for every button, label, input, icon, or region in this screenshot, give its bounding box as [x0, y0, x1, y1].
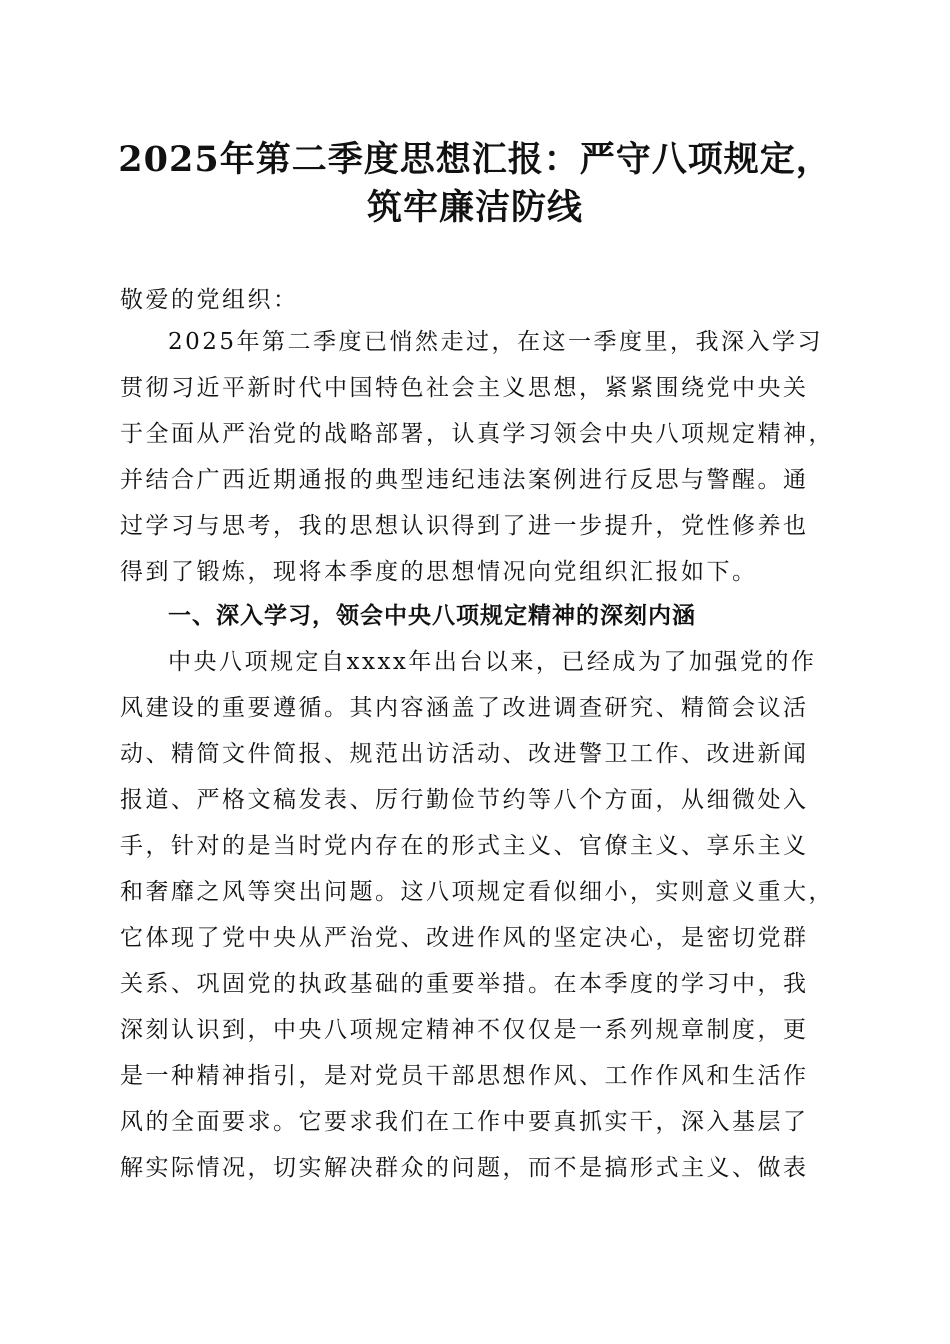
section-1-line: 手，针对的是当时党内存在的形式主义、官僚主义、享乐主义 [120, 833, 809, 859]
salutation: 敬爱的党组织： [120, 287, 299, 313]
section-1-line: 是一种精神指引，是对党员干部思想作风、工作作风和生活作 [120, 1063, 809, 1089]
intro-line: 贯彻习近平新时代中国特色社会主义思想，紧紧围绕党中央关 [120, 375, 809, 401]
section-1-line: 深刻认识到，中央八项规定精神不仅仅是一系列规章制度，更 [120, 1017, 809, 1043]
intro-line: 并结合广西近期通报的典型违纪违法案例进行反思与警醒。通 [120, 467, 809, 493]
document-title-line-2: 筑牢廉洁防线 [366, 187, 583, 228]
section-1-line: 风的全面要求。它要求我们在工作中要真抓实干，深入基层了 [120, 1109, 809, 1135]
section-1-line: 和奢靡之风等突出问题。这八项规定看似细小，实则意义重大， [120, 879, 834, 905]
intro-line: 于全面从严治党的战略部署，认真学习领会中央八项规定精神， [120, 421, 834, 447]
section-1-line: 风建设的重要遵循。其内容涵盖了改进调查研究、精简会议活 [120, 695, 809, 721]
section-1-line: 解实际情况，切实解决群众的问题，而不是搞形式主义、做表 [120, 1155, 809, 1181]
intro-line: 得到了锻炼，现将本季度的思想情况向党组织汇报如下。 [120, 559, 758, 585]
section-1-line: 中央八项规定自xxxx年出台以来，已经成为了加强党的作 [168, 649, 817, 675]
document-title-line-1: 2025年第二季度思想汇报：严守八项规定， [118, 139, 832, 180]
intro-line: 过学习与思考，我的思想认识得到了进一步提升，党性修养也 [120, 513, 809, 539]
section-1-line: 关系、巩固党的执政基础的重要举措。在本季度的学习中，我 [120, 971, 809, 997]
section-1-line: 动、精简文件简报、规范出访活动、改进警卫工作、改进新闻 [120, 741, 809, 767]
section-1-line: 它体现了党中央从严治党、改进作风的坚定决心，是密切党群 [120, 925, 809, 951]
section-1-line: 报道、严格文稿发表、厉行勤俭节约等八个方面，从细微处入 [120, 787, 809, 813]
intro-line: 2025年第二季度已悄然走过，在这一季度里，我深入学习 [168, 329, 824, 355]
section-1-heading: 一、深入学习，领会中央八项规定精神的深刻内涵 [168, 603, 696, 629]
